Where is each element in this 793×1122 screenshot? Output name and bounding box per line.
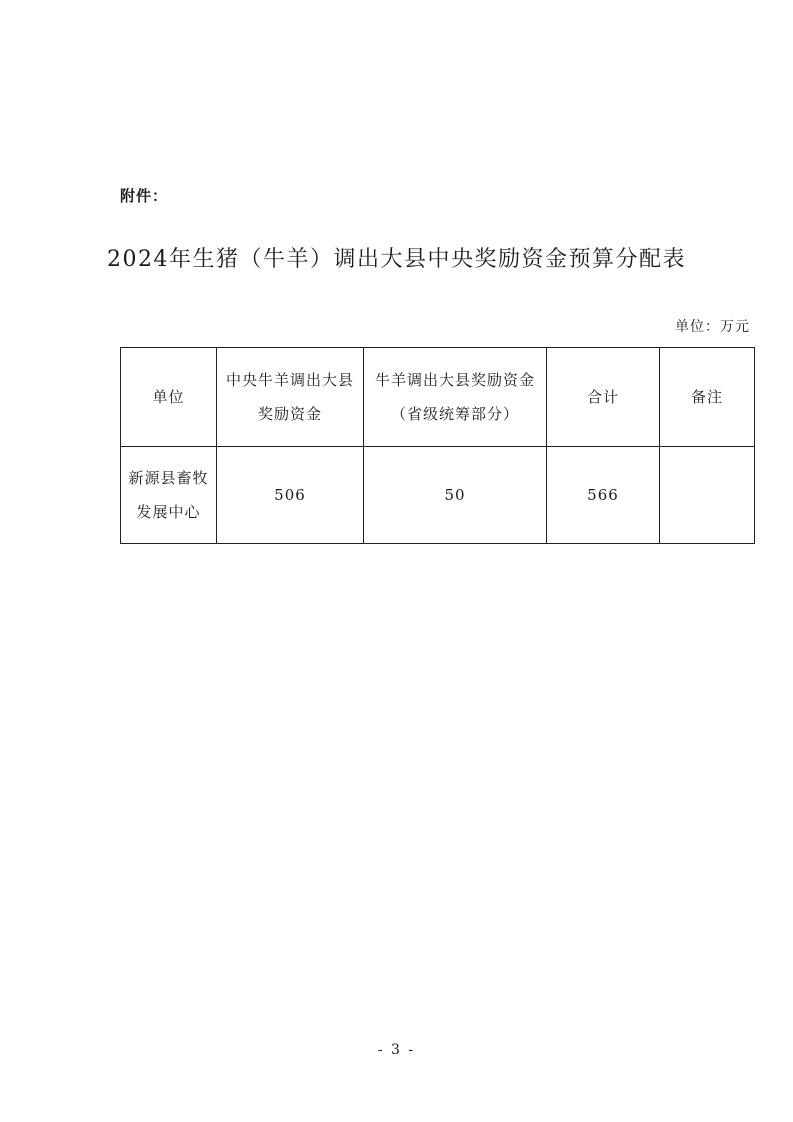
header-remark: 备注 bbox=[660, 348, 755, 447]
cell-remark bbox=[660, 447, 755, 544]
budget-allocation-table bbox=[120, 347, 755, 544]
header-central-fund: 中央牛羊调出大县奖励资金 bbox=[217, 348, 364, 447]
document-title: 2024年生猪（牛羊）调出大县中央奖励资金预算分配表 bbox=[107, 247, 686, 272]
page-number: - 3 - bbox=[377, 1042, 416, 1058]
table-row bbox=[121, 447, 755, 544]
attachment-label: 附件： bbox=[120, 187, 169, 205]
cell-total: 566 bbox=[547, 447, 660, 544]
unit-label: 单位：万元 bbox=[675, 319, 750, 335]
header-total: 合计 bbox=[547, 348, 660, 447]
cell-unit: 新源县畜牧发展中心 bbox=[121, 447, 217, 544]
header-unit: 单位 bbox=[121, 348, 217, 447]
header-provincial-fund: 牛羊调出大县奖励资金（省级统筹部分） bbox=[364, 348, 547, 447]
cell-central-fund: 506 bbox=[217, 447, 364, 544]
table-header-row bbox=[121, 348, 755, 447]
cell-provincial-fund: 50 bbox=[364, 447, 547, 544]
